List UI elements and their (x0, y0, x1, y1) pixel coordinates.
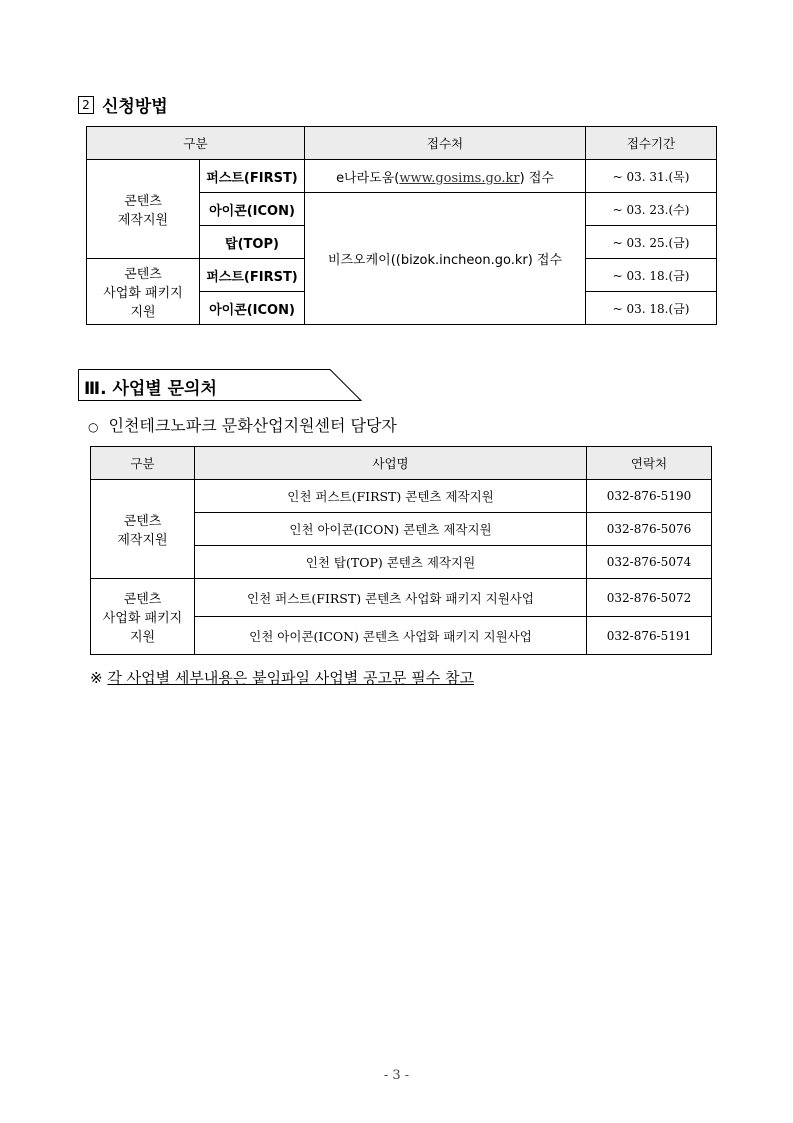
period-cell: ~ 03. 18.(금) (586, 259, 717, 292)
period-cell: ~ 03. 23.(수) (586, 193, 717, 226)
section-2-title: 신청방법 (102, 97, 168, 117)
place1-suffix: ) 접수 (519, 170, 554, 186)
place1-prefix: e나라도움( (336, 170, 400, 186)
period-cell: ~ 03. 31.(목) (586, 160, 717, 193)
table-header-row (91, 447, 712, 480)
business-name-cell: 인천 탑(TOP) 콘텐츠 제작지원 (195, 546, 587, 579)
group-production-support: 콘텐츠 제작지원 (87, 160, 200, 259)
place-cell-bizok: 비즈오케이((bizok.incheon.go.kr) 접수 (305, 193, 586, 325)
section-3-title: Ⅲ. 사업별 문의처 (84, 379, 217, 399)
reference-note (90, 667, 474, 688)
type-cell: 퍼스트(FIRST) (200, 160, 305, 193)
table-row (91, 480, 712, 513)
business-name-cell: 인천 아이콘(ICON) 콘텐츠 사업화 패키지 지원사업 (195, 617, 587, 655)
header-category: 구분 (91, 447, 195, 480)
header-period: 접수기간 (586, 127, 717, 160)
gosims-link[interactable]: www.gosims.go.kr (399, 170, 520, 186)
phone-cell: 032-876-5191 (587, 617, 712, 655)
group-production-support: 콘텐츠 제작지원 (91, 480, 195, 579)
bullet-circle-icon: ○ (88, 420, 99, 434)
table-row (91, 579, 712, 617)
contact-bullet (88, 413, 397, 436)
business-name-cell: 인천 퍼스트(FIRST) 콘텐츠 사업화 패키지 지원사업 (195, 579, 587, 617)
section-number-box: 2 (78, 96, 94, 114)
phone-cell: 032-876-5074 (587, 546, 712, 579)
phone-cell: 032-876-5076 (587, 513, 712, 546)
group-package-support: 콘텐츠 사업화 패키지 지원 (87, 259, 200, 325)
contact-table (90, 446, 712, 655)
business-name-cell: 인천 아이콘(ICON) 콘텐츠 제작지원 (195, 513, 587, 546)
bullet-text: 인천테크노파크 문화산업지원센터 담당자 (108, 416, 397, 435)
section-3-heading (78, 369, 362, 401)
period-cell: ~ 03. 18.(금) (586, 292, 717, 325)
table-header-row (87, 127, 717, 160)
place-cell-enaradoum (305, 160, 586, 193)
phone-cell: 032-876-5190 (587, 480, 712, 513)
header-contact: 연락처 (587, 447, 712, 480)
page-number: - 3 - (383, 1068, 410, 1083)
type-cell: 탑(TOP) (200, 226, 305, 259)
group-package-support: 콘텐츠 사업화 패키지 지원 (91, 579, 195, 655)
business-name-cell: 인천 퍼스트(FIRST) 콘텐츠 제작지원 (195, 480, 587, 513)
header-category: 구분 (87, 127, 305, 160)
phone-cell: 032-876-5072 (587, 579, 712, 617)
header-business-name: 사업명 (195, 447, 587, 480)
type-cell: 아이콘(ICON) (200, 193, 305, 226)
period-cell: ~ 03. 25.(금) (586, 226, 717, 259)
type-cell: 아이콘(ICON) (200, 292, 305, 325)
header-place: 접수처 (305, 127, 586, 160)
note-text: 각 사업별 세부내용은 붙임파일 사업별 공고문 필수 참고 (107, 669, 475, 687)
section-2-heading (78, 92, 168, 117)
note-symbol: ※ (90, 669, 103, 687)
type-cell: 퍼스트(FIRST) (200, 259, 305, 292)
application-method-table (86, 126, 717, 325)
table-row (87, 160, 717, 193)
